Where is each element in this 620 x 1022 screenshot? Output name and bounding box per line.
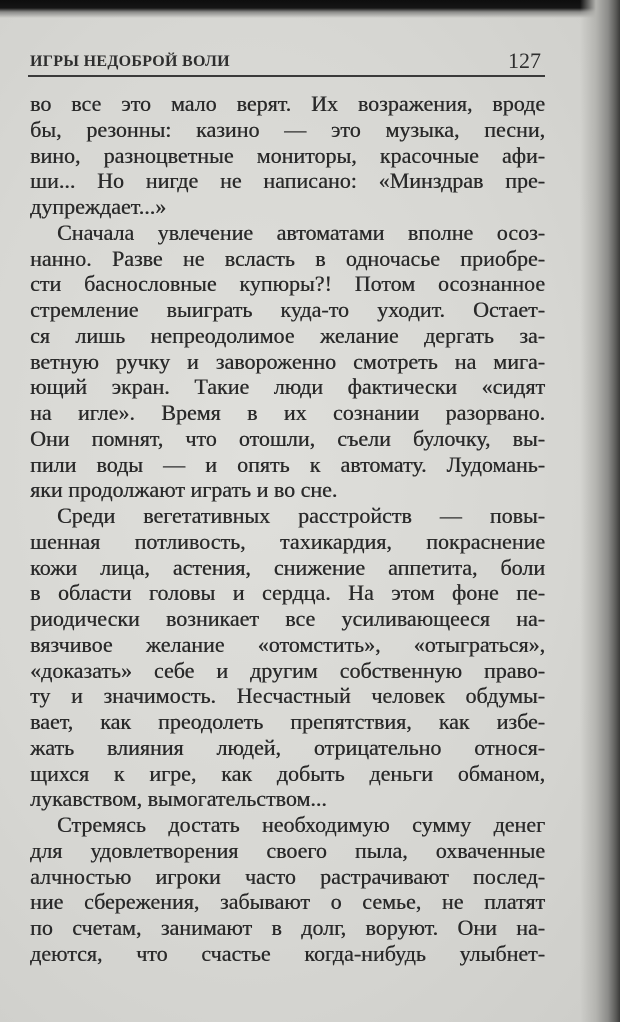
- text-line: ши... Но нигде не написано: «Минздрав пре-: [30, 168, 545, 194]
- text-line: вино, разноцветные мониторы, красочные афи-: [30, 142, 545, 168]
- text-line: стремление выиграть куда-то уходит. Остает-: [30, 297, 545, 322]
- text-line: пили воды — и опять к автомату. Лудомань-: [30, 451, 545, 477]
- text-line: в области головы и сердца. На этом фоне пе-: [30, 580, 545, 606]
- running-head: [30, 48, 543, 74]
- text-line: Стремясь достать необходимую сумму денег: [57, 812, 545, 837]
- paragraph: [30, 812, 545, 967]
- scan-right-edge: [580, 0, 620, 1022]
- text-line: лукавством, вымогательством...: [30, 786, 327, 812]
- page-number: 127: [508, 48, 541, 73]
- paragraph: [30, 503, 545, 812]
- header-rule: [28, 75, 545, 77]
- text-line: во все это мало верят. Их возражения, вроде: [30, 91, 545, 116]
- text-line: Сначала увлечение автоматами вполне осоз-: [57, 219, 545, 245]
- text-line: яки продолжают играть и во сне.: [30, 477, 338, 503]
- body-text: [30, 91, 545, 967]
- text-line: деются, что счастье когда-нибудь улыбнет-: [30, 940, 545, 966]
- text-line: кожи лица, астения, снижение аппетита, боли: [30, 554, 545, 580]
- text-line: риодически возникает все усиливающееся на-: [30, 606, 545, 631]
- text-line: нанно. Разве не всласть в одночасье приобре-: [30, 245, 545, 271]
- text-line: дупреждает...»: [30, 194, 167, 219]
- text-line: ветную ручку и завороженно смотреть на мига-: [30, 348, 545, 374]
- text-line: щихся к игре, как добыть деньги обманом,: [30, 760, 545, 786]
- text-line: ющий экран. Такие люди фактически «сидят: [30, 374, 545, 400]
- text-line: жать влияния людей, отрицательно относя-: [30, 734, 545, 760]
- text-line: на игле». Время в их сознании разорвано.: [30, 400, 545, 425]
- text-line: «доказать» себе и другим собственную право-: [30, 657, 545, 683]
- text-line: ние сбережения, забывают о семье, не платят: [30, 889, 545, 915]
- paragraph-continued: [30, 91, 545, 220]
- text-line: Среди вегетативных расстройств — повы-: [57, 503, 545, 528]
- text-line: сти баснословные купюры?! Потом осознанное: [30, 271, 545, 297]
- text-line: алчностью игроки часто растрачивают послед-: [30, 863, 545, 889]
- text-line: ту и значимость. Несчастный человек обдумы-: [30, 683, 545, 709]
- text-line: вязчивое желание «отомстить», «отыграться»,: [30, 631, 545, 657]
- text-line: по счетам, занимают в долг, воруют. Они на-: [30, 915, 545, 940]
- scan-top-edge: [0, 0, 620, 18]
- text-line: ся лишь непреодолимое желание дергать за-: [30, 322, 545, 348]
- text-line: бы, резонны: казино — это музыка, песни,: [30, 116, 545, 142]
- text-line: для удовлетворения своего пыла, охваченные: [30, 837, 545, 863]
- running-title: ИГРЫ НЕДОБРОЙ ВОЛИ: [30, 53, 230, 70]
- text-line: вает, как преодолеть препятствия, как избе-: [30, 709, 545, 734]
- text-line: Они помнят, что отошли, съели булочку, вы-: [30, 425, 545, 451]
- text-line: шенная потливость, тахикардия, покраснение: [30, 528, 545, 554]
- paragraph: [30, 220, 545, 503]
